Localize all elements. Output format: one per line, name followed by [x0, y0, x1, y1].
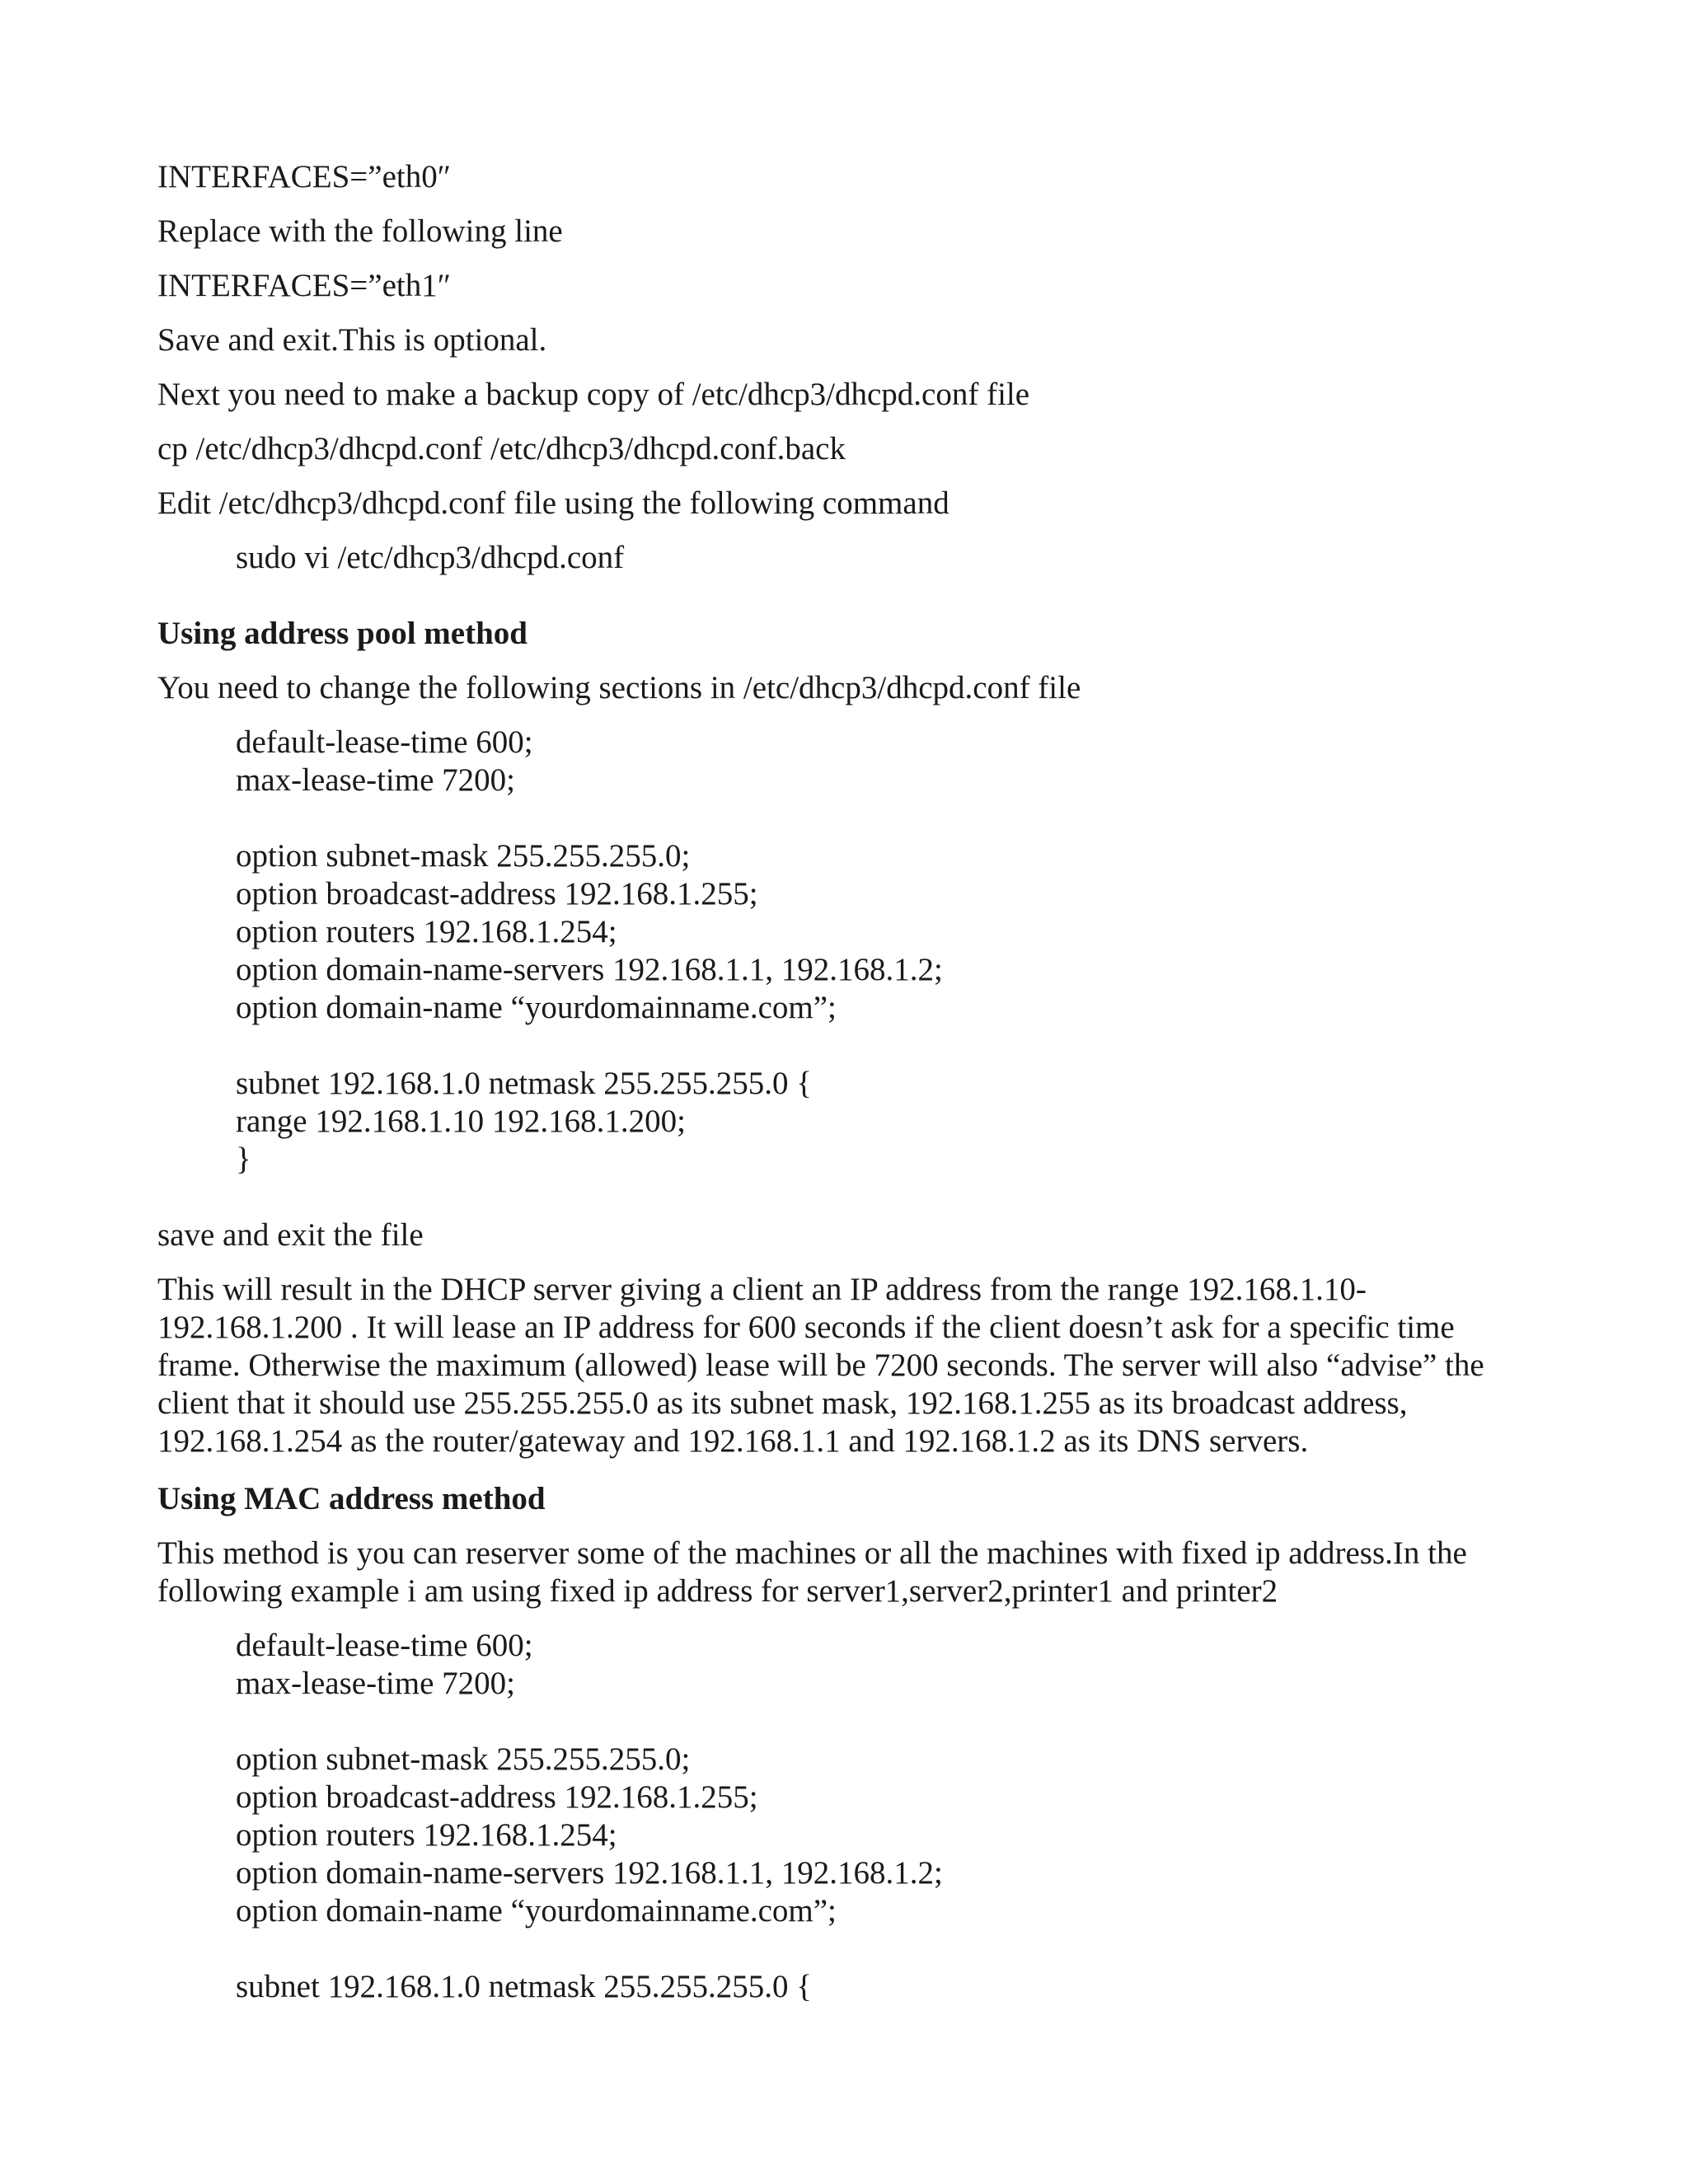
- mac-config-line: default-lease-time 600;: [236, 1628, 533, 1663]
- mac-config-line: option broadcast-address 192.168.1.255;: [236, 1779, 758, 1815]
- pool-config-line: option domain-name-servers 192.168.1.1, 192.168.1.2;: [236, 952, 943, 987]
- pool-config-line: }: [236, 1141, 251, 1177]
- pool-config-line: range 192.168.1.10 192.168.1.200;: [236, 1104, 686, 1139]
- mac-config-line: option routers 192.168.1.254;: [236, 1817, 617, 1853]
- pool-config-line: default-lease-time 600;: [236, 724, 533, 760]
- pool-config-line: option broadcast-address 192.168.1.255;: [236, 876, 758, 912]
- interfaces-eth0-line: INTERFACES=”eth0″: [157, 159, 451, 194]
- mac-config-line: option domain-name “yourdomainname.com”;: [236, 1893, 837, 1929]
- pool-save-line: save and exit the file: [157, 1217, 424, 1253]
- edit-command: sudo vi /etc/dhcp3/dhcpd.conf: [236, 540, 625, 575]
- pool-explanation-paragraph: This will result in the DHCP server giving a client an IP address from the range 192.168.1.10-192.168.1.200 . It will lease an IP address for 600 seconds if the client doesn’t ask for a specific time frame. Otherwise the maximum (allowed) lease will be 7200 seconds. The server will also “advise” the client that it should use 255.255.255.0 as its subnet mask, 192.168.1.255 as its broadcast address, 192.168.1.254 as the router/gateway and 192.168.1.1 and 192.168.1.2 as its DNS servers.: [157, 1272, 1484, 1459]
- pool-config-line: max-lease-time 7200;: [236, 762, 515, 798]
- pool-config-line: option routers 192.168.1.254;: [236, 914, 617, 949]
- edit-instruction: Edit /etc/dhcp3/dhcpd.conf file using the following command: [157, 485, 950, 521]
- pool-config-line: subnet 192.168.1.0 netmask 255.255.255.0 {: [236, 1066, 813, 1101]
- mac-intro-paragraph: This method is you can reserver some of the machines or all the machines with fixed ip address.In the following example i am using fixed ip address for server1,server2,printer1 and printer2: [157, 1535, 1467, 1609]
- mac-config-line: max-lease-time 7200;: [236, 1666, 515, 1701]
- save-exit-optional: Save and exit.This is optional.: [157, 322, 547, 358]
- pool-config-line: option subnet-mask 255.255.255.0;: [236, 838, 691, 874]
- mac-config-line: subnet 192.168.1.0 netmask 255.255.255.0 {: [236, 1969, 813, 2004]
- mac-section-heading: Using MAC address method: [157, 1481, 546, 1516]
- backup-instruction: Next you need to make a backup copy of /etc/dhcp3/dhcpd.conf file: [157, 377, 1030, 412]
- mac-config-line: option domain-name-servers 192.168.1.1, 192.168.1.2;: [236, 1855, 943, 1891]
- interfaces-eth1-line: INTERFACES=”eth1″: [157, 268, 451, 303]
- pool-section-heading: Using address pool method: [157, 616, 528, 651]
- replace-instruction: Replace with the following line: [157, 213, 563, 249]
- mac-config-line: option subnet-mask 255.255.255.0;: [236, 1741, 691, 1777]
- pool-config-line: option domain-name “yourdomainname.com”;: [236, 990, 837, 1025]
- pool-intro: You need to change the following sections in /etc/dhcp3/dhcpd.conf file: [157, 670, 1081, 705]
- backup-command: cp /etc/dhcp3/dhcpd.conf /etc/dhcp3/dhcpd.conf.back: [157, 431, 846, 466]
